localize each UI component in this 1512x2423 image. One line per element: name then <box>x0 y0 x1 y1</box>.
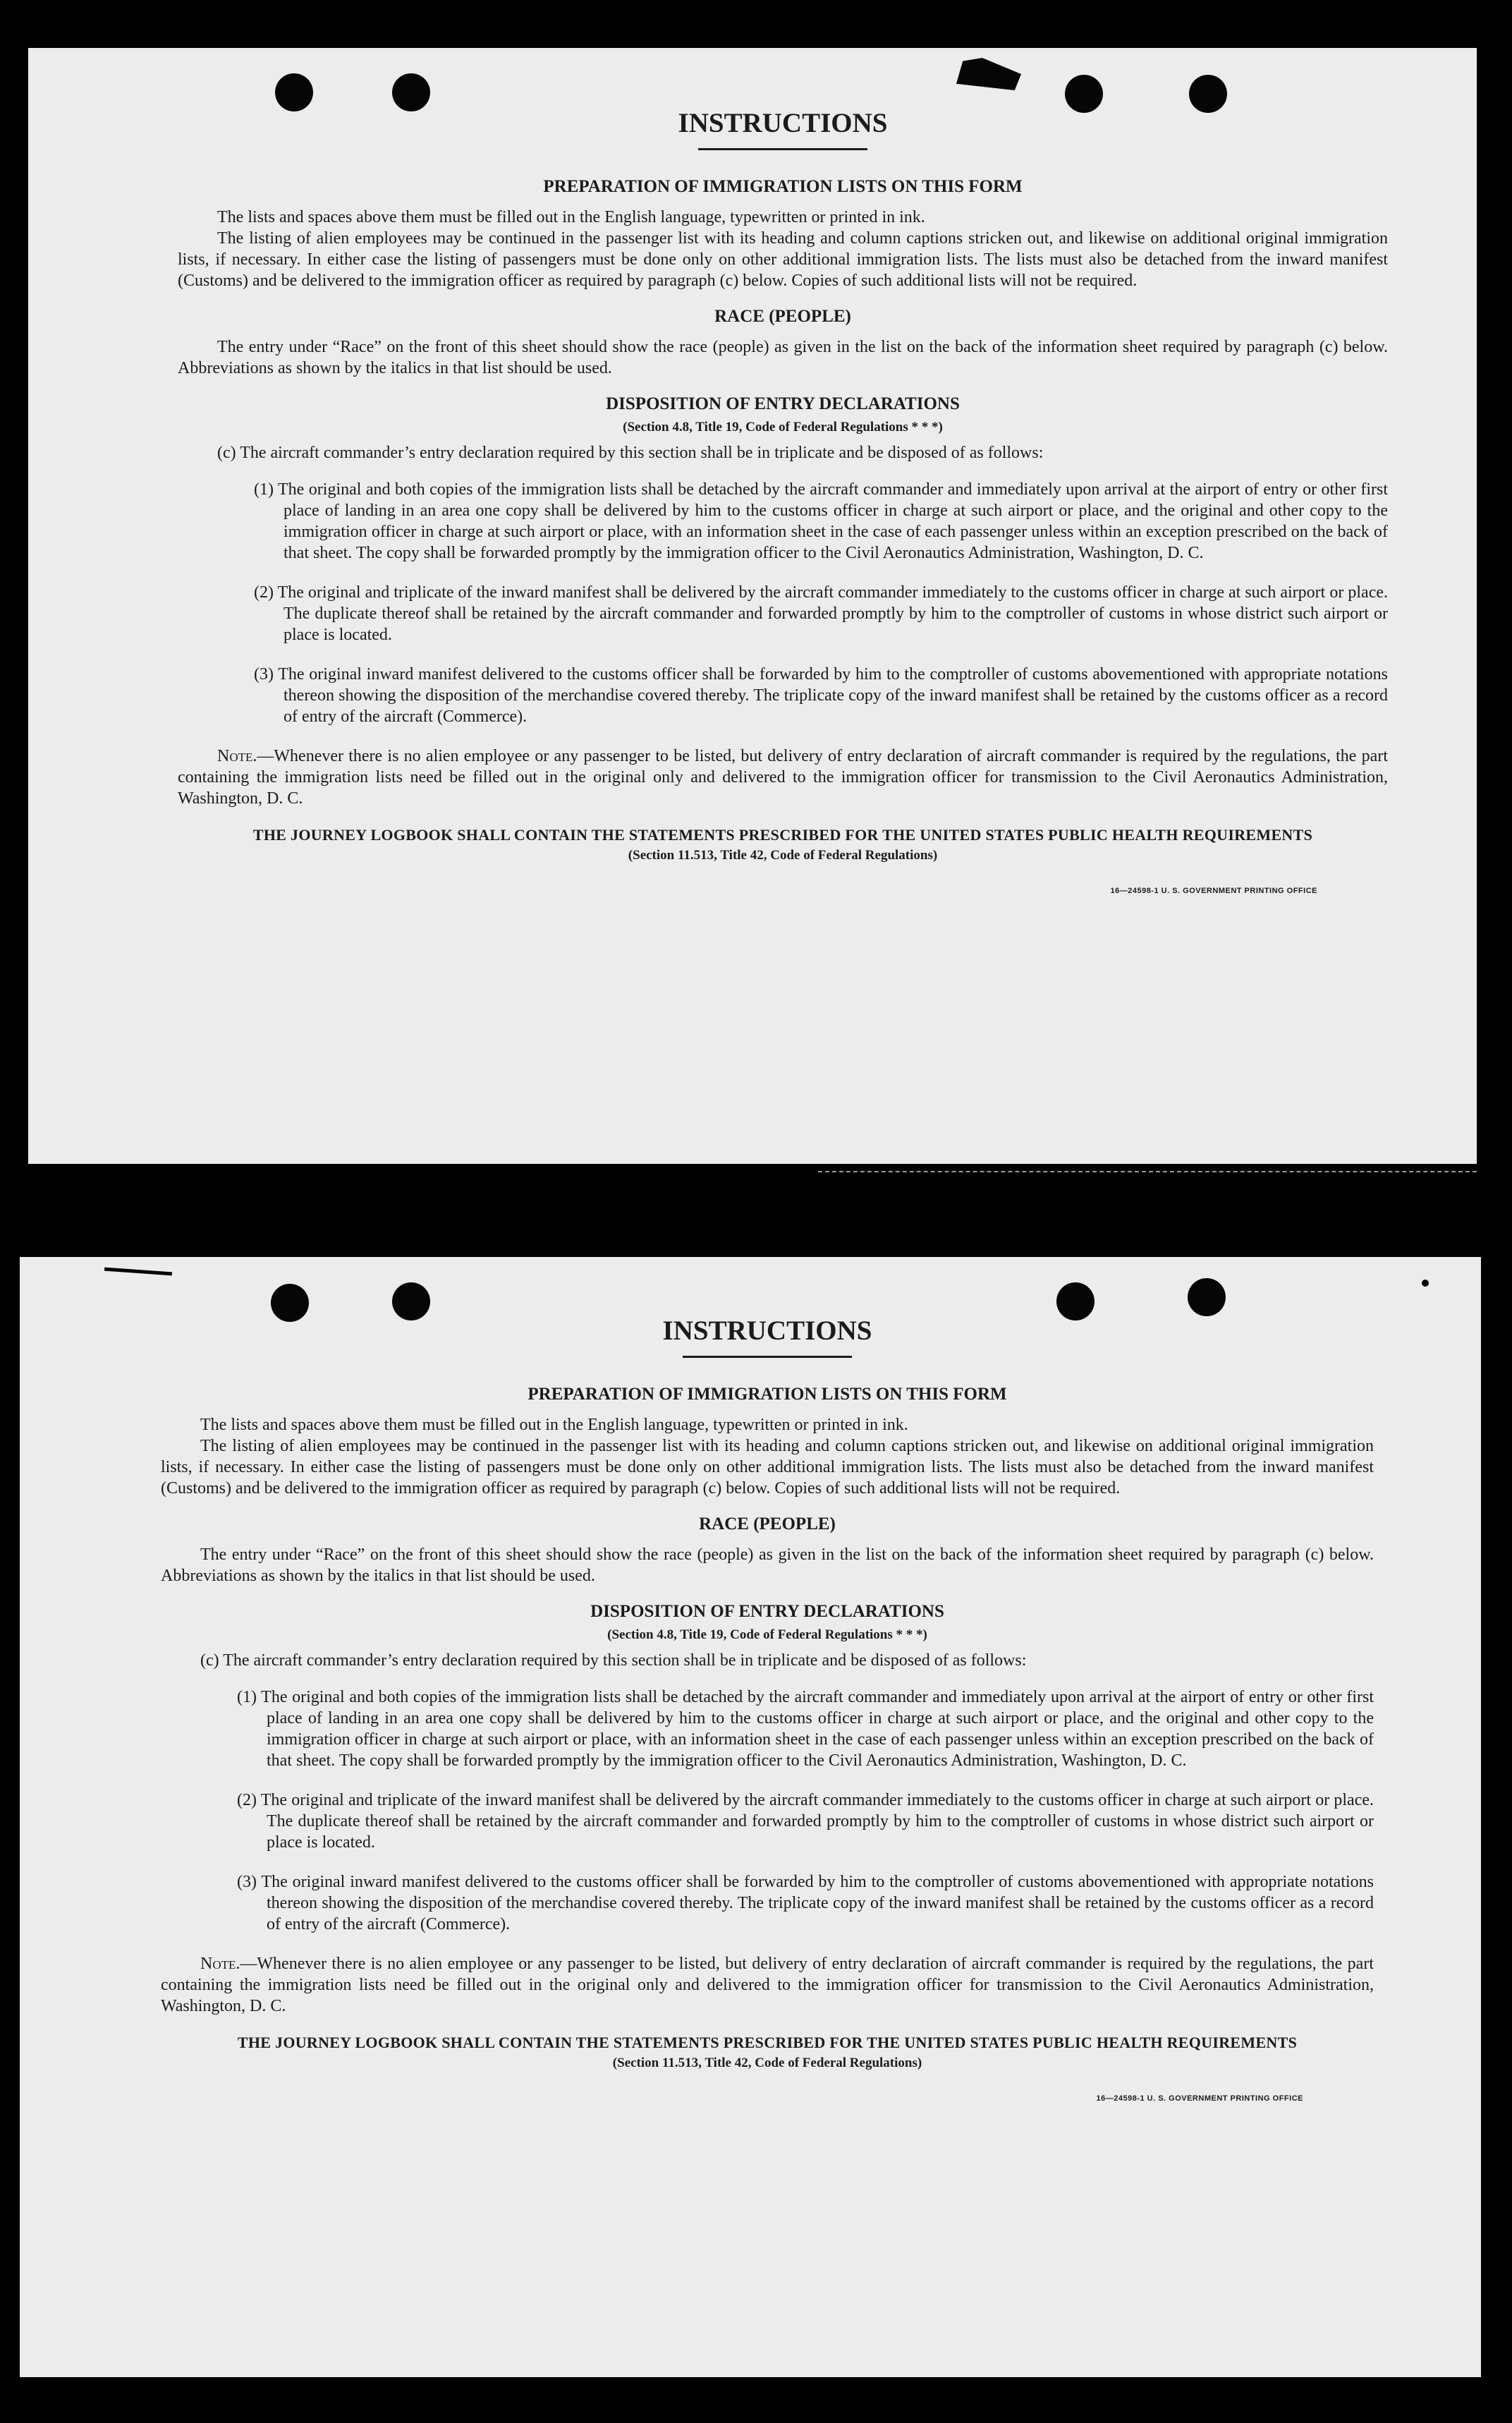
instruction-sheet-top <box>28 48 1477 1164</box>
race-paragraph: The entry under “Race” on the front of this sheet should show the race (people) as given in the list on the back of the information sheet required by paragraph (c) below. Abbreviations as shown by the italics in that list should be used. <box>178 338 1388 377</box>
disposition-heading: DISPOSITION OF ENTRY DECLARATIONS <box>606 394 960 413</box>
instruction-sheet-bottom <box>20 1257 1481 2377</box>
note-label: Note. <box>200 1955 240 1973</box>
note-text: —Whenever there is no alien employee or any passenger to be listed, but delivery of entry declaration of aircraft commander is required by the regulations, the part containing the immigration lists need be filled out in the original only and delivered to the immigration officer for transmission to the Civil Aeronautics Administration, Washington, D. C. <box>178 747 1388 808</box>
list-item: (3) The original inward manifest delivered to the customs officer shall be forwarded by him to the comptroller of customs abovementioned with appropriate notations thereon showing the disposition of the merchandise covered thereby. The triplicate copy of the inward manifest shall be retained by the customs officer as a record of entry of the aircraft (Commerce). <box>237 1873 1374 1933</box>
preparation-heading: PREPARATION OF IMMIGRATION LISTS ON THIS FORM <box>543 177 1023 196</box>
preparation-paragraph-1: The lists and spaces above them must be filled out in the English language, typewritten or printed in ink. <box>217 208 925 226</box>
disposition-heading: DISPOSITION OF ENTRY DECLARATIONS <box>590 1602 944 1621</box>
paragraph-c: (c) The aircraft commander’s entry declaration required by this section shall be in triplicate and be disposed of as follows: <box>217 444 1044 462</box>
speck-mark <box>1422 1280 1429 1287</box>
note-text: —Whenever there is no alien employee or any passenger to be listed, but delivery of entry declaration of aircraft commander is required by the regulations, the part containing the immigration lists need be filled out in the original only and delivered to the immigration officer for transmission to the Civil Aeronautics Administration, Washington, D. C. <box>161 1955 1374 2015</box>
list-item: (2) The original and triplicate of the inward manifest shall be delivered by the aircraft commander immediately to the customs officer in charge at such airport or place. The duplicate thereof shall be retained by the aircraft commander and forwarded promptly by him to the comptroller of customs in whose district such airport or place is located. <box>237 1791 1374 1852</box>
perforation-line <box>818 1171 1477 1172</box>
note-paragraph <box>178 746 1388 809</box>
note-paragraph <box>161 1953 1374 2017</box>
page-title: INSTRUCTIONS <box>678 108 888 138</box>
instructions-content <box>161 1313 1374 2103</box>
disposition-citation: (Section 4.8, Title 19, Code of Federal Regulations * * *) <box>607 1627 927 1642</box>
title-underline <box>683 1356 852 1358</box>
journey-logbook-statement: THE JOURNEY LOGBOOK SHALL CONTAIN THE STATEMENTS PRESCRIBED FOR THE UNITED STATES PUBLIC HEALTH REQUIREMENTS <box>237 2034 1298 2051</box>
printer-imprint: 16—24598-1 U. S. GOVERNMENT PRINTING OFFICE <box>1110 887 1317 895</box>
preparation-paragraph-2: The listing of alien employees may be continued in the passenger list with its heading and column captions stricken out, and likewise on additional original immigration lists, if necessary. In either case the listing of passengers must be done only on other additional immigration lists. The lists must also be detached from the inward manifest (Customs) and be delivered to the immigration officer as required by paragraph (c) below. Copies of such additional lists will not be required. <box>178 229 1388 290</box>
list-item: (1) The original and both copies of the immigration lists shall be detached by the aircraft commander and immediately upon arrival at the airport of entry or other first place of landing in an area one copy shall be delivered by him to the customs officer in charge at such airport or place, and the original and other copy to the immigration officer in charge at such airport or place, with an information sheet in the case of each passenger unless within an exception prescribed on the back of that sheet. The copy shall be forwarded promptly by the immigration officer to the Civil Aeronautics Administration, Washington, D. C. <box>254 480 1388 562</box>
note-label: Note. <box>217 747 257 765</box>
list-item: (2) The original and triplicate of the inward manifest shall be delivered by the aircraft commander immediately to the customs officer in charge at such airport or place. The duplicate thereof shall be retained by the aircraft commander and forwarded promptly by him to the comptroller of customs in whose district such airport or place is located. <box>254 583 1388 644</box>
race-heading: RACE (PEOPLE) <box>714 307 851 326</box>
journey-logbook-statement: THE JOURNEY LOGBOOK SHALL CONTAIN THE STATEMENTS PRESCRIBED FOR THE UNITED STATES PUBLIC HEALTH REQUIREMENTS <box>252 826 1313 844</box>
punch-hole <box>1188 1278 1226 1316</box>
instructions-content <box>178 106 1388 895</box>
list-item: (1) The original and both copies of the immigration lists shall be detached by the aircraft commander and immediately upon arrival at the airport of entry or other first place of landing in an area one copy shall be delivered by him to the customs officer in charge at such airport or place, and the original and other copy to the immigration officer in charge at such airport or place, with an information sheet in the case of each passenger unless within an exception prescribed on the back of that sheet. The copy shall be forwarded promptly by the immigration officer to the Civil Aeronautics Administration, Washington, D. C. <box>237 1688 1374 1770</box>
journey-logbook-citation: (Section 11.513, Title 42, Code of Federal Regulations) <box>612 2055 922 2070</box>
disposition-citation: (Section 4.8, Title 19, Code of Federal Regulations * * *) <box>623 420 943 435</box>
preparation-paragraph-2: The listing of alien employees may be continued in the passenger list with its heading and column captions stricken out, and likewise on additional original immigration lists, if necessary. In either case the listing of passengers must be done only on other additional immigration lists. The lists must also be detached from the inward manifest (Customs) and be delivered to the immigration officer as required by paragraph (c) below. Copies of such additional lists will not be required. <box>161 1437 1374 1498</box>
title-underline <box>698 148 867 150</box>
scratch-mark <box>104 1268 172 1276</box>
race-heading: RACE (PEOPLE) <box>699 1514 836 1534</box>
race-paragraph: The entry under “Race” on the front of this sheet should show the race (people) as given in the list on the back of the information sheet required by paragraph (c) below. Abbreviations as shown by the italics in that list should be used. <box>161 1546 1374 1585</box>
preparation-paragraph-1: The lists and spaces above them must be filled out in the English language, typewritten or printed in ink. <box>200 1416 908 1434</box>
torn-corner-mark <box>956 58 1021 90</box>
journey-logbook-citation: (Section 11.513, Title 42, Code of Federal Regulations) <box>628 848 938 863</box>
list-item: (3) The original inward manifest delivered to the customs officer shall be forwarded by him to the comptroller of customs abovementioned with appropriate notations thereon showing the disposition of the merchandise covered thereby. The triplicate copy of the inward manifest shall be retained by the customs officer as a record of entry of the aircraft (Commerce). <box>254 665 1388 726</box>
preparation-heading: PREPARATION OF IMMIGRATION LISTS ON THIS FORM <box>528 1385 1007 1404</box>
page-title: INSTRUCTIONS <box>662 1316 872 1346</box>
paragraph-c: (c) The aircraft commander’s entry declaration required by this section shall be in triplicate and be disposed of as follows: <box>200 1651 1027 1670</box>
printer-imprint: 16—24598-1 U. S. GOVERNMENT PRINTING OFFICE <box>1096 2094 1303 2103</box>
